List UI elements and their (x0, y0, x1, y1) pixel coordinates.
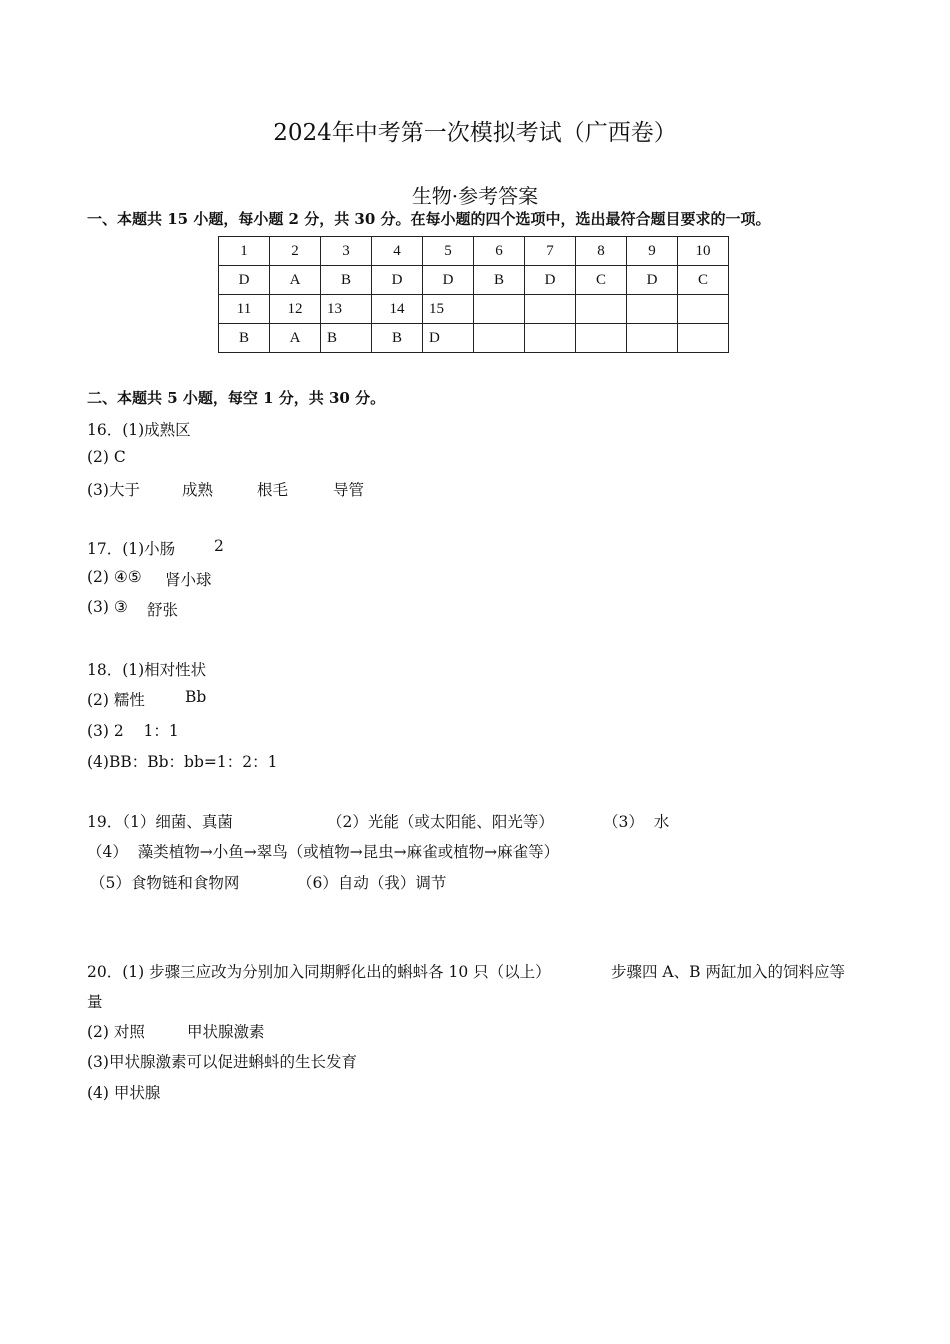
question-number-cell (678, 295, 729, 324)
q20-answer-d: 甲状腺激素 (187, 1023, 265, 1041)
answer-cell (474, 324, 525, 353)
answer-cell: C (678, 266, 729, 295)
question-number-cell: 12 (270, 295, 321, 324)
q20-answer-c: (2) 对照 (87, 1023, 145, 1041)
q16-line3 (87, 478, 365, 500)
question-number-cell: 11 (219, 295, 270, 324)
q20-answer-b: 步骤四 A、B 两缸加入的饲料应等 (611, 963, 845, 981)
answer-cell (627, 324, 678, 353)
q18-line4: (4)BB：Bb：bb=1：2：1 (87, 753, 278, 771)
q17-line1 (87, 537, 224, 559)
q18-line2 (87, 688, 207, 710)
q19-answer-c: （3） 水 (603, 813, 670, 831)
question-number-cell: 3 (321, 237, 372, 266)
q16-line2: (2) C (87, 448, 126, 466)
answer-cell: B (321, 266, 372, 295)
answer-cell: B (219, 324, 270, 353)
q19-line3 (90, 871, 447, 893)
question-number-cell (576, 295, 627, 324)
q17-answer-c: (2) ④⑤ (87, 568, 142, 586)
q20-line2 (87, 1020, 265, 1042)
table-row (219, 266, 729, 295)
q18-answer-b: Bb (185, 688, 207, 706)
q16-line1: 16．(1)成熟区 (87, 421, 191, 439)
table-row (219, 295, 729, 324)
section1-heading: 一、本题共 15 小题，每小题 2 分，共 30 分。在每小题的四个选项中，选出最符合题目要求的一项。 (87, 210, 771, 228)
q17-line2 (87, 568, 212, 589)
q17-line3 (87, 598, 179, 619)
answer-cell: B (474, 266, 525, 295)
answer-cell: C (576, 266, 627, 295)
answer-cell: D (219, 266, 270, 295)
q20-answer-a: 20．(1) 步骤三应改为分别加入同期孵化出的蝌蚪各 10 只（以上） (87, 963, 551, 981)
question-number-cell: 1 (219, 237, 270, 266)
table-row (219, 237, 729, 266)
answer-cell: D (423, 324, 474, 353)
q17-answer-e: (3) ③ (87, 598, 128, 616)
answer-cell (525, 324, 576, 353)
q17-answer-b: 2 (214, 537, 224, 555)
q18-line3: (3) 2 1：1 (87, 722, 179, 740)
question-number-cell: 8 (576, 237, 627, 266)
question-number-cell: 13 (321, 295, 372, 324)
answer-table (218, 236, 729, 353)
question-number-cell: 15 (423, 295, 474, 324)
question-number-cell (627, 295, 678, 324)
page-title: 2024年中考第一次模拟考试（广西卷） (273, 120, 677, 146)
q20-line4: (4) 甲状腺 (87, 1084, 161, 1102)
q17-answer-d: 肾小球 (165, 571, 212, 589)
question-number-cell (474, 295, 525, 324)
question-number-cell: 9 (627, 237, 678, 266)
q20-line3: (3)甲状腺激素可以促进蝌蚪的生长发育 (87, 1053, 357, 1071)
answer-cell: D (525, 266, 576, 295)
q19-answer-a: 19．（1）细菌、真菌 (87, 813, 233, 831)
answer-cell: A (270, 324, 321, 353)
q18-answer-a: (2) 糯性 (87, 691, 145, 709)
q19-line2: （4） 藻类植物→小鱼→翠鸟（或植物→昆虫→麻雀或植物→麻雀等） (87, 843, 560, 861)
question-number-cell: 6 (474, 237, 525, 266)
q17-answer-a: 17．(1)小肠 (87, 540, 176, 558)
table-row (219, 324, 729, 353)
q19-answer-e: （5）食物链和食物网 (90, 874, 240, 892)
q16-answer-b: 成熟 (182, 481, 214, 499)
q17-answer-f: 舒张 (147, 601, 179, 619)
question-number-cell: 5 (423, 237, 474, 266)
question-number-cell: 14 (372, 295, 423, 324)
q16-answer-c: 根毛 (257, 481, 289, 499)
q19-line1 (87, 810, 670, 832)
q16-answer-a: (3)大于 (87, 481, 140, 499)
answer-cell: D (372, 266, 423, 295)
question-number-cell: 7 (525, 237, 576, 266)
answer-cell (576, 324, 627, 353)
q18-line1: 18．(1)相对性状 (87, 661, 207, 679)
question-number-cell (525, 295, 576, 324)
section2-heading: 二、本题共 5 小题，每空 1 分，共 30 分。 (87, 389, 386, 407)
q20-line1 (87, 960, 845, 982)
question-number-cell: 2 (270, 237, 321, 266)
answer-cell: D (423, 266, 474, 295)
answer-cell (678, 324, 729, 353)
question-number-cell: 10 (678, 237, 729, 266)
page-subtitle: 生物·参考答案 (411, 184, 539, 208)
answer-cell: B (321, 324, 372, 353)
q20-line1-continued: 量 (87, 993, 103, 1011)
q19-answer-b: （2）光能（或太阳能、阳光等） (327, 813, 554, 831)
answer-cell: D (627, 266, 678, 295)
question-number-cell: 4 (372, 237, 423, 266)
q16-answer-d: 导管 (333, 481, 365, 499)
q19-answer-f: （6）自动（我）调节 (297, 874, 447, 892)
answer-cell: A (270, 266, 321, 295)
answer-cell: B (372, 324, 423, 353)
